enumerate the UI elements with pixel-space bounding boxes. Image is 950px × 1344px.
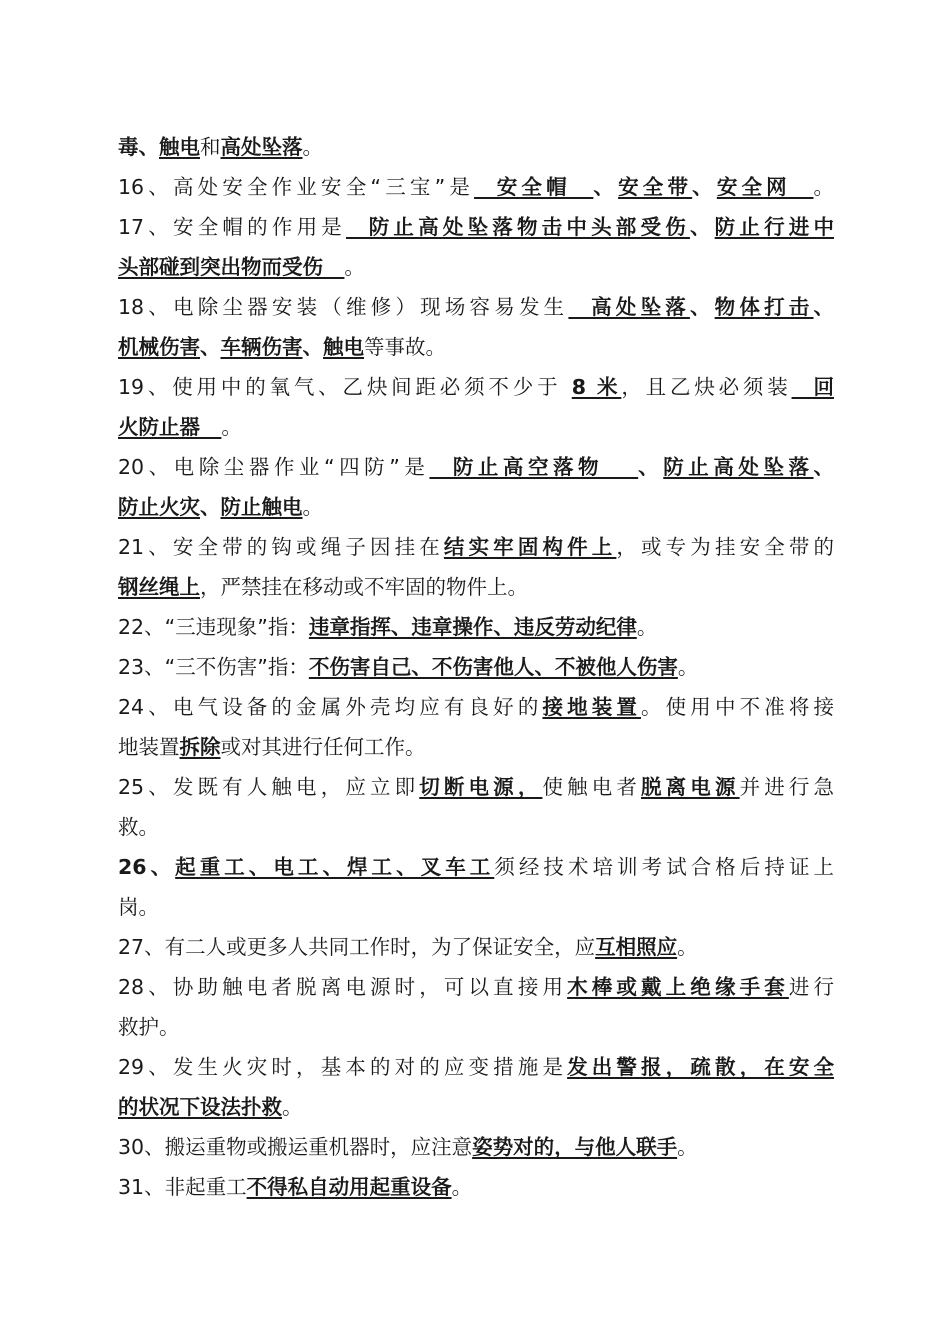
text-line [118, 287, 834, 327]
bold-text: 、 [638, 455, 664, 479]
question-text: 22、“三违现象”指： [118, 615, 309, 639]
answer-text: 互相照应 [595, 935, 678, 959]
text-line [118, 1047, 834, 1087]
answer-text: 防止行进中 [714, 215, 834, 239]
question-text: 。 [677, 935, 698, 959]
bold-text: 、 [593, 175, 619, 199]
question-text: 使触电者 [542, 775, 642, 799]
text-line [118, 607, 834, 647]
answer-text: 安全帽 [474, 175, 594, 199]
question-text: 27、有二人或更多人共同工作时，为了保证安全，应 [118, 935, 596, 959]
answer-text: 机械伤害 [118, 335, 200, 359]
question-text: 。 [221, 415, 242, 439]
bold-text: 、 [302, 335, 323, 359]
bold-text: 、 [689, 215, 715, 239]
answer-text: 触电 [159, 135, 200, 159]
answer-text: 触电 [323, 335, 364, 359]
bold-text: 毒、 [118, 135, 159, 159]
question-text: 。 [677, 1135, 698, 1159]
question-text: 17、安全帽的作用是 [118, 215, 346, 239]
answer-text: 8 米 [571, 375, 622, 399]
text-line [118, 487, 834, 527]
text-line [118, 1087, 834, 1127]
answer-text: 火防止器 [118, 415, 222, 439]
question-text: 25、发既有人触电，应立即 [118, 775, 420, 799]
question-text: 18、电除尘器安装（维修）现场容易发生 [118, 295, 569, 319]
text-line [118, 767, 834, 807]
question-text: ，且乙炔必须装 [621, 375, 792, 399]
question-text: 28、协助触电者脱离电源时，可以直接用 [118, 975, 568, 999]
question-text: 31、非起重工 [118, 1175, 247, 1199]
question-text: 。 [344, 255, 365, 279]
bold-text: 、 [689, 295, 715, 319]
answer-text: 头部碰到突出物而受伤 [118, 255, 345, 279]
bold-text: 、 [200, 335, 221, 359]
answer-text: 木棒或戴上绝缘手套 [567, 975, 789, 999]
question-text: 。 [451, 1175, 473, 1199]
text-line [118, 367, 834, 407]
text-line [118, 847, 834, 887]
text-line [118, 727, 834, 767]
text-line [118, 1127, 834, 1167]
text-line [118, 687, 834, 727]
question-text: 。 [282, 1095, 303, 1119]
answer-text: 不伤害自己、不伤害他人、不被他人伤害 [308, 655, 678, 679]
question-text: 进行 [788, 975, 834, 999]
bold-text: 、 [200, 495, 221, 519]
text-line [118, 1167, 834, 1207]
answer-text: 违章指挥、违章操作、违反劳动纪律 [308, 615, 637, 639]
answer-text: 防止触电 [220, 495, 303, 519]
text-line [118, 407, 834, 447]
question-text: 16、高处安全作业安全“三宝”是 [118, 175, 475, 199]
question-text: 30、搬运重物或搬运重机器时，应注意 [118, 1135, 473, 1159]
question-text: 救护。 [118, 1015, 180, 1039]
text-line [118, 327, 834, 367]
answer-text: 高处坠落 [568, 295, 690, 319]
answer-text: 安全网 [716, 175, 814, 199]
question-text: 。 [302, 495, 323, 519]
question-text: 和 [200, 135, 221, 159]
text-line [118, 127, 834, 167]
answer-text: 车辆伤害 [220, 335, 303, 359]
answer-text: 钢丝绳上 [118, 575, 200, 599]
question-text: 23、“三不伤害”指： [118, 655, 309, 679]
question-text: 20、电除尘器作业“四防”是 [118, 455, 430, 479]
text-line [118, 527, 834, 567]
question-text: ，或专为挂安全带的 [616, 535, 834, 559]
text-line [118, 647, 834, 687]
text-line [118, 167, 834, 207]
answer-text: 防止火灾 [118, 495, 200, 519]
text-line [118, 447, 834, 487]
answer-text: 发出警报，疏散，在安全 [567, 1055, 834, 1079]
answer-text: 接地装置 [542, 695, 642, 719]
question-text: 。 [302, 135, 323, 159]
question-text: 地装置 [118, 735, 180, 759]
text-line [118, 247, 834, 287]
question-text: 岗。 [118, 895, 159, 919]
bold-text: 、 [692, 175, 717, 199]
text-line [118, 887, 834, 927]
answer-text: 防止高处坠落 [663, 455, 814, 479]
answer-text: 结实牢固构件上 [443, 535, 617, 559]
text-line [118, 807, 834, 847]
question-text: 。 [677, 655, 699, 679]
question-text: 或对其进行任何工作。 [220, 735, 426, 759]
text-line [118, 1007, 834, 1047]
text-line [118, 567, 834, 607]
question-text: 救。 [118, 815, 159, 839]
answer-text: 拆除 [179, 735, 221, 759]
text-line [118, 927, 834, 967]
text-line [118, 207, 834, 247]
question-text: 。 [636, 615, 658, 639]
document-body [118, 127, 834, 1207]
question-text: 24、电气设备的金属外壳均应有良好的 [118, 695, 543, 719]
question-text: 并进行急 [739, 775, 834, 799]
answer-text: 防止高处坠落物击中头部受伤 [346, 215, 690, 239]
answer-text: 不得私自动用起重设备 [246, 1175, 452, 1199]
answer-text: 的状况下设法扑救 [118, 1095, 282, 1119]
question-text: 须经技术培训考试合格后持证上 [494, 855, 834, 879]
answer-text: 安全带 [618, 175, 693, 199]
text-line [118, 967, 834, 1007]
question-text: ，严禁挂在移动或不牢固的物件上。 [200, 575, 528, 599]
question-text: 21、安全带的钩或绳子因挂在 [118, 535, 444, 559]
answer-text: 姿势对的，与他人联手 [472, 1135, 678, 1159]
question-text: 等事故。 [364, 335, 446, 359]
answer-text: 高处坠落 [220, 135, 303, 159]
question-text: 19、使用中的氧气、乙炔间距必须不少于 [118, 375, 572, 399]
bold-text: 、 [813, 295, 834, 319]
answer-text: 防止高空落物 [429, 455, 639, 479]
question-text: 。使用中不准将接 [641, 695, 834, 719]
answer-text: 脱离电源 [641, 775, 740, 799]
answer-text: 物体打击 [714, 295, 814, 319]
question-text: 29、发生火灾时，基本的对的应变措施是 [118, 1055, 568, 1079]
bold-text: 、 [813, 455, 834, 479]
answer-text: 起重工、电工、焊工、叉车工 [175, 855, 495, 879]
answer-text: 回 [791, 375, 834, 399]
question-text: 。 [813, 175, 834, 199]
answer-text: 切断电源， [419, 775, 543, 799]
bold-text: 26、 [118, 855, 176, 879]
